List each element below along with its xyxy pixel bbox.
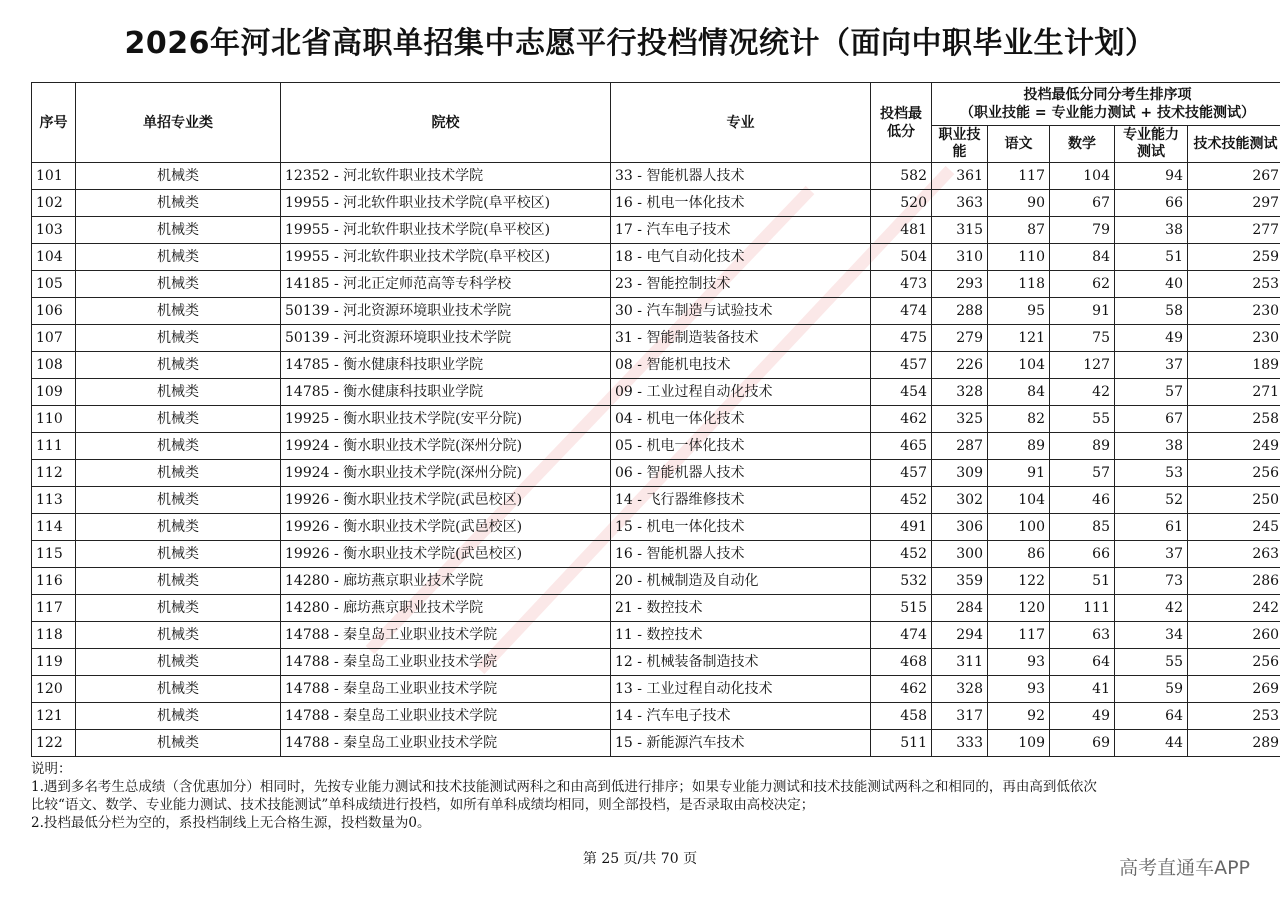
table-row — [32, 298, 1280, 325]
cell-math: 49 — [1050, 703, 1115, 730]
table-row — [32, 190, 1280, 217]
cell-math: 111 — [1050, 595, 1115, 622]
cell-chinese: 86 — [988, 541, 1050, 568]
cell-technical: 189 — [1188, 352, 1280, 379]
cell-math: 67 — [1050, 190, 1115, 217]
header-seq: 序号 — [32, 83, 76, 163]
cell-major: 15 - 新能源汽车技术 — [611, 730, 871, 757]
header-category: 单招专业类 — [76, 83, 281, 163]
cell-seq: 106 — [32, 298, 76, 325]
cell-min-score: 454 — [871, 379, 932, 406]
cell-school: 12352 - 河北软件职业技术学院 — [281, 163, 611, 190]
header-ability-label: 专业能力测试 — [1123, 127, 1179, 160]
cell-major: 21 - 数控技术 — [611, 595, 871, 622]
cell-chinese: 90 — [988, 190, 1050, 217]
cell-chinese: 104 — [988, 487, 1050, 514]
cell-major: 14 - 飞行器维修技术 — [611, 487, 871, 514]
cell-math: 79 — [1050, 217, 1115, 244]
cell-min-score: 474 — [871, 622, 932, 649]
cell-seq: 103 — [32, 217, 76, 244]
cell-math: 62 — [1050, 271, 1115, 298]
cell-major: 08 - 智能机电技术 — [611, 352, 871, 379]
cell-ability: 58 — [1115, 298, 1188, 325]
cell-category: 机械类 — [76, 190, 281, 217]
cell-category: 机械类 — [76, 298, 281, 325]
cell-chinese: 91 — [988, 460, 1050, 487]
cell-ability: 61 — [1115, 514, 1188, 541]
cell-min-score: 452 — [871, 487, 932, 514]
cell-math: 57 — [1050, 460, 1115, 487]
cell-category: 机械类 — [76, 217, 281, 244]
cell-chinese: 121 — [988, 325, 1050, 352]
cell-seq: 121 — [32, 703, 76, 730]
cell-ability: 59 — [1115, 676, 1188, 703]
cell-vocational: 287 — [932, 433, 988, 460]
cell-ability: 42 — [1115, 595, 1188, 622]
cell-vocational: 363 — [932, 190, 988, 217]
cell-chinese: 87 — [988, 217, 1050, 244]
cell-major: 09 - 工业过程自动化技术 — [611, 379, 871, 406]
cell-ability: 73 — [1115, 568, 1188, 595]
cell-technical: 245 — [1188, 514, 1280, 541]
cell-category: 机械类 — [76, 163, 281, 190]
cell-category: 机械类 — [76, 676, 281, 703]
header-rank-group — [932, 83, 1280, 126]
cell-min-score: 462 — [871, 406, 932, 433]
cell-vocational: 311 — [932, 649, 988, 676]
table-row — [32, 622, 1280, 649]
cell-math: 51 — [1050, 568, 1115, 595]
cell-major: 12 - 机械装备制造技术 — [611, 649, 871, 676]
cell-vocational: 328 — [932, 676, 988, 703]
cell-seq: 110 — [32, 406, 76, 433]
table-row — [32, 352, 1280, 379]
cell-math: 66 — [1050, 541, 1115, 568]
table-row — [32, 487, 1280, 514]
cell-math: 64 — [1050, 649, 1115, 676]
cell-seq: 107 — [32, 325, 76, 352]
cell-school: 19926 - 衡水职业技术学院(武邑校区) — [281, 514, 611, 541]
notes-line-1: 1.遇到多名考生总成绩（含优惠加分）相同时，先按专业能力测试和技术技能测试两科之和由高到低进行排序；如果专业能力测试和技术技能测试两科之和相同的，再由高到低依次 — [31, 779, 1097, 795]
cell-technical: 253 — [1188, 703, 1280, 730]
table-row — [32, 406, 1280, 433]
table-row — [32, 676, 1280, 703]
cell-chinese: 117 — [988, 622, 1050, 649]
cell-vocational: 361 — [932, 163, 988, 190]
header-vocational — [932, 126, 988, 163]
cell-ability: 66 — [1115, 190, 1188, 217]
cell-min-score: 462 — [871, 676, 932, 703]
cell-technical: 289 — [1188, 730, 1280, 757]
cell-vocational: 310 — [932, 244, 988, 271]
cell-major: 31 - 智能制造装备技术 — [611, 325, 871, 352]
header-school: 院校 — [281, 83, 611, 163]
cell-seq: 104 — [32, 244, 76, 271]
cell-seq: 112 — [32, 460, 76, 487]
cell-vocational: 226 — [932, 352, 988, 379]
page-title: 2026年河北省高职单招集中志愿平行投档情况统计（面向中职毕业生计划） — [124, 26, 1156, 61]
cell-seq: 102 — [32, 190, 76, 217]
cell-major: 18 - 电气自动化技术 — [611, 244, 871, 271]
cell-vocational: 293 — [932, 271, 988, 298]
cell-category: 机械类 — [76, 541, 281, 568]
admission-table — [31, 82, 1280, 757]
cell-seq: 115 — [32, 541, 76, 568]
cell-math: 85 — [1050, 514, 1115, 541]
cell-ability: 34 — [1115, 622, 1188, 649]
cell-category: 机械类 — [76, 649, 281, 676]
cell-technical: 263 — [1188, 541, 1280, 568]
cell-category: 机械类 — [76, 352, 281, 379]
cell-major: 16 - 机电一体化技术 — [611, 190, 871, 217]
cell-math: 42 — [1050, 379, 1115, 406]
cell-ability: 40 — [1115, 271, 1188, 298]
cell-chinese: 84 — [988, 379, 1050, 406]
table-row — [32, 217, 1280, 244]
header-rank-title: 投档最低分同分考生排序项 — [1023, 87, 1192, 103]
cell-technical: 297 — [1188, 190, 1280, 217]
cell-min-score: 532 — [871, 568, 932, 595]
cell-seq: 101 — [32, 163, 76, 190]
header-technical — [1188, 126, 1280, 163]
cell-min-score: 468 — [871, 649, 932, 676]
cell-vocational: 306 — [932, 514, 988, 541]
cell-math: 46 — [1050, 487, 1115, 514]
cell-technical: 249 — [1188, 433, 1280, 460]
cell-technical: 256 — [1188, 460, 1280, 487]
cell-min-score: 457 — [871, 352, 932, 379]
cell-vocational: 309 — [932, 460, 988, 487]
cell-seq: 120 — [32, 676, 76, 703]
cell-school: 50139 - 河北资源环境职业技术学院 — [281, 298, 611, 325]
table-row — [32, 541, 1280, 568]
cell-math: 84 — [1050, 244, 1115, 271]
cell-school: 19926 - 衡水职业技术学院(武邑校区) — [281, 487, 611, 514]
cell-technical: 269 — [1188, 676, 1280, 703]
notes-line-2: 比较“语文、数学、专业能力测试、技术技能测试”单科成绩进行投档，如所有单科成绩均相同，则全部投档，是否录取由高校决定； — [31, 797, 815, 813]
page-indicator: 第 25 页/共 70 页 — [582, 851, 698, 867]
cell-school: 14788 - 秦皇岛工业职业技术学院 — [281, 649, 611, 676]
cell-ability: 38 — [1115, 217, 1188, 244]
cell-school: 19924 - 衡水职业技术学院(深州分院) — [281, 460, 611, 487]
notes — [31, 760, 1261, 832]
cell-math: 69 — [1050, 730, 1115, 757]
cell-chinese: 93 — [988, 649, 1050, 676]
cell-school: 14788 - 秦皇岛工业职业技术学院 — [281, 730, 611, 757]
table-row — [32, 730, 1280, 757]
cell-ability: 51 — [1115, 244, 1188, 271]
cell-technical: 286 — [1188, 568, 1280, 595]
cell-chinese: 120 — [988, 595, 1050, 622]
cell-school: 14788 - 秦皇岛工业职业技术学院 — [281, 703, 611, 730]
cell-major: 17 - 汽车电子技术 — [611, 217, 871, 244]
cell-ability: 53 — [1115, 460, 1188, 487]
cell-min-score: 458 — [871, 703, 932, 730]
cell-vocational: 294 — [932, 622, 988, 649]
header-min-score — [871, 83, 932, 163]
cell-major: 20 - 机械制造及自动化 — [611, 568, 871, 595]
header-math: 数学 — [1050, 126, 1115, 163]
cell-technical: 271 — [1188, 379, 1280, 406]
cell-major: 06 - 智能机器人技术 — [611, 460, 871, 487]
cell-category: 机械类 — [76, 730, 281, 757]
cell-major: 30 - 汽车制造与试验技术 — [611, 298, 871, 325]
cell-seq: 108 — [32, 352, 76, 379]
cell-min-score: 515 — [871, 595, 932, 622]
cell-technical: 242 — [1188, 595, 1280, 622]
cell-ability: 67 — [1115, 406, 1188, 433]
cell-category: 机械类 — [76, 487, 281, 514]
cell-min-score: 520 — [871, 190, 932, 217]
cell-major: 05 - 机电一体化技术 — [611, 433, 871, 460]
cell-school: 14788 - 秦皇岛工业职业技术学院 — [281, 676, 611, 703]
cell-chinese: 118 — [988, 271, 1050, 298]
table-row — [32, 325, 1280, 352]
cell-math: 55 — [1050, 406, 1115, 433]
cell-chinese: 82 — [988, 406, 1050, 433]
notes-line-3: 2.投档最低分栏为空的，系投档制线上无合格生源，投档数量为0。 — [31, 815, 431, 831]
table-row — [32, 460, 1280, 487]
cell-school: 14785 - 衡水健康科技职业学院 — [281, 352, 611, 379]
notes-heading: 说明： — [31, 761, 72, 777]
cell-school: 14788 - 秦皇岛工业职业技术学院 — [281, 622, 611, 649]
cell-vocational: 315 — [932, 217, 988, 244]
cell-school: 19926 - 衡水职业技术学院(武邑校区) — [281, 541, 611, 568]
cell-school: 19955 - 河北软件职业技术学院(阜平校区) — [281, 244, 611, 271]
cell-category: 机械类 — [76, 433, 281, 460]
cell-math: 75 — [1050, 325, 1115, 352]
cell-technical: 267 — [1188, 163, 1280, 190]
cell-category: 机械类 — [76, 622, 281, 649]
cell-seq: 113 — [32, 487, 76, 514]
cell-min-score: 475 — [871, 325, 932, 352]
cell-major: 13 - 工业过程自动化技术 — [611, 676, 871, 703]
table-row — [32, 379, 1280, 406]
cell-ability: 49 — [1115, 325, 1188, 352]
cell-min-score: 481 — [871, 217, 932, 244]
table-row — [32, 649, 1280, 676]
cell-school: 19924 - 衡水职业技术学院(深州分院) — [281, 433, 611, 460]
cell-seq: 114 — [32, 514, 76, 541]
cell-ability: 44 — [1115, 730, 1188, 757]
cell-technical: 250 — [1188, 487, 1280, 514]
cell-category: 机械类 — [76, 379, 281, 406]
table-row — [32, 433, 1280, 460]
header-ability — [1115, 126, 1188, 163]
cell-technical: 259 — [1188, 244, 1280, 271]
cell-major: 15 - 机电一体化技术 — [611, 514, 871, 541]
table-row — [32, 271, 1280, 298]
cell-major: 11 - 数控技术 — [611, 622, 871, 649]
cell-seq: 117 — [32, 595, 76, 622]
cell-major: 16 - 智能机器人技术 — [611, 541, 871, 568]
cell-major: 23 - 智能控制技术 — [611, 271, 871, 298]
table-row — [32, 595, 1280, 622]
cell-school: 14280 - 廊坊燕京职业技术学院 — [281, 568, 611, 595]
cell-chinese: 92 — [988, 703, 1050, 730]
cell-seq: 111 — [32, 433, 76, 460]
cell-ability: 38 — [1115, 433, 1188, 460]
cell-chinese: 89 — [988, 433, 1050, 460]
cell-min-score: 491 — [871, 514, 932, 541]
cell-ability: 37 — [1115, 352, 1188, 379]
cell-min-score: 511 — [871, 730, 932, 757]
cell-vocational: 333 — [932, 730, 988, 757]
cell-chinese: 100 — [988, 514, 1050, 541]
cell-vocational: 359 — [932, 568, 988, 595]
cell-math: 41 — [1050, 676, 1115, 703]
table-row — [32, 568, 1280, 595]
cell-seq: 118 — [32, 622, 76, 649]
cell-chinese: 104 — [988, 352, 1050, 379]
cell-category: 机械类 — [76, 595, 281, 622]
cell-chinese: 93 — [988, 676, 1050, 703]
cell-vocational: 288 — [932, 298, 988, 325]
cell-technical: 256 — [1188, 649, 1280, 676]
cell-school: 19925 - 衡水职业技术学院(安平分院) — [281, 406, 611, 433]
cell-school: 19955 - 河北软件职业技术学院(阜平校区) — [281, 217, 611, 244]
cell-major: 04 - 机电一体化技术 — [611, 406, 871, 433]
cell-category: 机械类 — [76, 244, 281, 271]
header-technical-label: 技术技能测试 — [1193, 135, 1278, 152]
cell-ability: 55 — [1115, 649, 1188, 676]
cell-category: 机械类 — [76, 514, 281, 541]
cell-technical: 258 — [1188, 406, 1280, 433]
table-row — [32, 703, 1280, 730]
header-vocational-label: 职业技能 — [938, 127, 981, 160]
cell-min-score: 465 — [871, 433, 932, 460]
cell-seq: 119 — [32, 649, 76, 676]
cell-min-score: 452 — [871, 541, 932, 568]
cell-technical: 230 — [1188, 325, 1280, 352]
header-rank-formula: （职业技能 = 专业能力测试 + 技术技能测试） — [960, 105, 1256, 121]
cell-category: 机械类 — [76, 271, 281, 298]
cell-chinese: 110 — [988, 244, 1050, 271]
header-min-score-label: 投档最低分 — [880, 105, 922, 140]
cell-math: 91 — [1050, 298, 1115, 325]
cell-min-score: 474 — [871, 298, 932, 325]
cell-major: 33 - 智能机器人技术 — [611, 163, 871, 190]
cell-chinese: 95 — [988, 298, 1050, 325]
cell-math: 63 — [1050, 622, 1115, 649]
cell-school: 14785 - 衡水健康科技职业学院 — [281, 379, 611, 406]
cell-school: 19955 - 河北软件职业技术学院(阜平校区) — [281, 190, 611, 217]
cell-math: 104 — [1050, 163, 1115, 190]
cell-seq: 122 — [32, 730, 76, 757]
cell-vocational: 328 — [932, 379, 988, 406]
cell-min-score: 473 — [871, 271, 932, 298]
cell-ability: 57 — [1115, 379, 1188, 406]
cell-major: 14 - 汽车电子技术 — [611, 703, 871, 730]
cell-ability: 94 — [1115, 163, 1188, 190]
cell-math: 89 — [1050, 433, 1115, 460]
brand-watermark: 高考直通车APP — [1119, 857, 1250, 879]
header-chinese: 语文 — [988, 126, 1050, 163]
cell-school: 14280 - 廊坊燕京职业技术学院 — [281, 595, 611, 622]
cell-school: 50139 - 河北资源环境职业技术学院 — [281, 325, 611, 352]
header-major: 专业 — [611, 83, 871, 163]
cell-chinese: 122 — [988, 568, 1050, 595]
cell-chinese: 117 — [988, 163, 1050, 190]
table-row — [32, 244, 1280, 271]
cell-vocational: 300 — [932, 541, 988, 568]
cell-vocational: 279 — [932, 325, 988, 352]
cell-category: 机械类 — [76, 406, 281, 433]
cell-category: 机械类 — [76, 568, 281, 595]
cell-min-score: 504 — [871, 244, 932, 271]
cell-ability: 37 — [1115, 541, 1188, 568]
cell-ability: 64 — [1115, 703, 1188, 730]
cell-min-score: 582 — [871, 163, 932, 190]
cell-category: 机械类 — [76, 325, 281, 352]
cell-technical: 260 — [1188, 622, 1280, 649]
table-row — [32, 163, 1280, 190]
table-row — [32, 514, 1280, 541]
cell-seq: 109 — [32, 379, 76, 406]
cell-technical: 277 — [1188, 217, 1280, 244]
cell-seq: 116 — [32, 568, 76, 595]
cell-vocational: 325 — [932, 406, 988, 433]
cell-seq: 105 — [32, 271, 76, 298]
cell-vocational: 317 — [932, 703, 988, 730]
cell-ability: 52 — [1115, 487, 1188, 514]
cell-technical: 230 — [1188, 298, 1280, 325]
cell-technical: 253 — [1188, 271, 1280, 298]
cell-category: 机械类 — [76, 460, 281, 487]
cell-school: 14185 - 河北正定师范高等专科学校 — [281, 271, 611, 298]
cell-vocational: 302 — [932, 487, 988, 514]
cell-chinese: 109 — [988, 730, 1050, 757]
cell-min-score: 457 — [871, 460, 932, 487]
cell-vocational: 284 — [932, 595, 988, 622]
cell-category: 机械类 — [76, 703, 281, 730]
cell-math: 127 — [1050, 352, 1115, 379]
